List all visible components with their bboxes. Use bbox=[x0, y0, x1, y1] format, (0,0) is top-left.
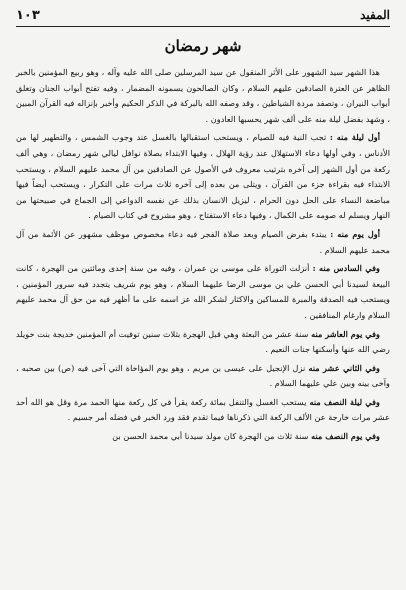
paragraph-lead: أول يوم منه : bbox=[330, 228, 380, 239]
chapter-body bbox=[16, 65, 390, 445]
paragraph-mid-day bbox=[16, 429, 390, 445]
paragraph-sixth-day bbox=[16, 261, 390, 323]
paragraph-text: نزل الإنجيل على عيسى بن مريم ، وهو يوم المؤاخاة التي آخى فيه (ص) بين صحبه ، وآخى بينه وبين علي عليهما السلام . bbox=[16, 362, 390, 389]
paragraph-first-day bbox=[16, 227, 390, 258]
paragraph-lead: وفي يوم النصف منه bbox=[311, 431, 380, 442]
paragraph-lead: أول ليلة منه : bbox=[329, 132, 380, 143]
book-title: المفيد bbox=[360, 8, 390, 22]
paragraph-mid-night bbox=[16, 395, 390, 426]
paragraph-lead: وفي ليلة النصف منه bbox=[309, 396, 380, 407]
paragraph-text: سنة ثلاث من الهجرة كان مولد سيدنا أبي محمد الحسن بن bbox=[112, 431, 309, 442]
chapter-title: شهر رمضان bbox=[164, 37, 242, 55]
paragraph-text: يبتدء بفرض الصيام وبعد صلاة الفجر فيه دعاء مخصوص موظف مشهور عن الأئمة من آل محمد عليهم السلام . bbox=[16, 228, 390, 255]
paragraph-first-night bbox=[16, 130, 390, 224]
paragraph-text: يستحب الغسل والتنفل بمائة ركعة يقرأ في كل ركعة منها الحمد مرة وقل هو الله أحد عشر مرات خارجة عن الألف الركعة التي ذكرناها فيما تقدم فقد ورد الخبر في فضله أمر جسيم . bbox=[16, 396, 390, 423]
paragraph-twelfth-day bbox=[16, 361, 390, 392]
running-header bbox=[16, 6, 390, 27]
paragraph-tenth-day bbox=[16, 327, 390, 358]
paragraph-lead: وفي الثاني عشر منه bbox=[308, 362, 380, 373]
paragraph-text: أنزلت التوراة على موسى بن عمران ، وفيه من سنة إحدى ومائتين من الهجرة ، كانت البيعة لسيدنا أبي الحسن علي بن موسى الرضا عليهما السلام ، وهو يوم شريف يتجدد فيه سرور المؤمنين ، ويستحب فيه الصدقة والمبرة للمساكين والاكثار لشكر الله عز اسمه على ما أظهر فيه من حق آل محمد عليهم السلام وارغام المنافقين . bbox=[16, 263, 390, 320]
paragraph-intro bbox=[16, 65, 390, 127]
paragraph-text: سنة عشر من البعثة وهي قبل الهجرة بثلاث سنين توفيت أم المؤمنين خديجة بنت خويلد رضي الله عنها وأسكنها جنات النعيم . bbox=[16, 328, 390, 355]
paragraph-text: تجب النية فيه للصيام ، ويستحب استقبالها بالغسل عند وجوب الشمس ، والتطهير لها من الأدناس ، وفي أولها دعاء الاستهلال عند رؤية الهلال ، وفيها الابتداء بصلاة نوافل ليالي شهر رمضان ، وهي ألف ركعة من أول الشهر إلى آخره بترتيب معروف في الأصول عن الصادقين من آل محمد عليهم السلام ، ويستحب الابتداء فيه بقراءة جزء من القرآن ، ويتلى من بعده إلى آخره ثلاث مرات على التكرار ، ويستحب أيضاً فيها مباضعة النساء على الحل دون الحرام ، ليزيل الانسان بذلك عن نفسه الدواعي إلى الجماع في صبيحتها من النهار ويسلم له صومه على الكمال ، وفيها دعاء الاستفتاح ، وهو مشروح في كتاب الصيام . bbox=[16, 132, 390, 221]
page-number: ١٠٣ bbox=[16, 7, 40, 23]
paragraph-text: هذا الشهر سيد الشهور على الأثر المنقول عن سيد المرسلين صلى الله عليه وآله ، وهو ربيع المؤمنين بالخبر الظاهر عن العترة الصادقين عليهم السلام ، وكان الصالحون يسمونه المضمار ، وفيه تفتح أبواب الجنان وتغلق أبواب النيران ، وتصفد مردة الشياطين ، وقد وصفه الله بالبركة في الذكر الحكيم وأخبر بإنزاله فيه القرآن المبين ، وشهد بفضل ليلة منه على ألف شهر يحسبها العادون . bbox=[16, 67, 390, 124]
paragraph-lead: وفي يوم العاشر منه bbox=[311, 328, 380, 339]
paragraph-lead: وفي السادس منه : bbox=[312, 263, 380, 274]
